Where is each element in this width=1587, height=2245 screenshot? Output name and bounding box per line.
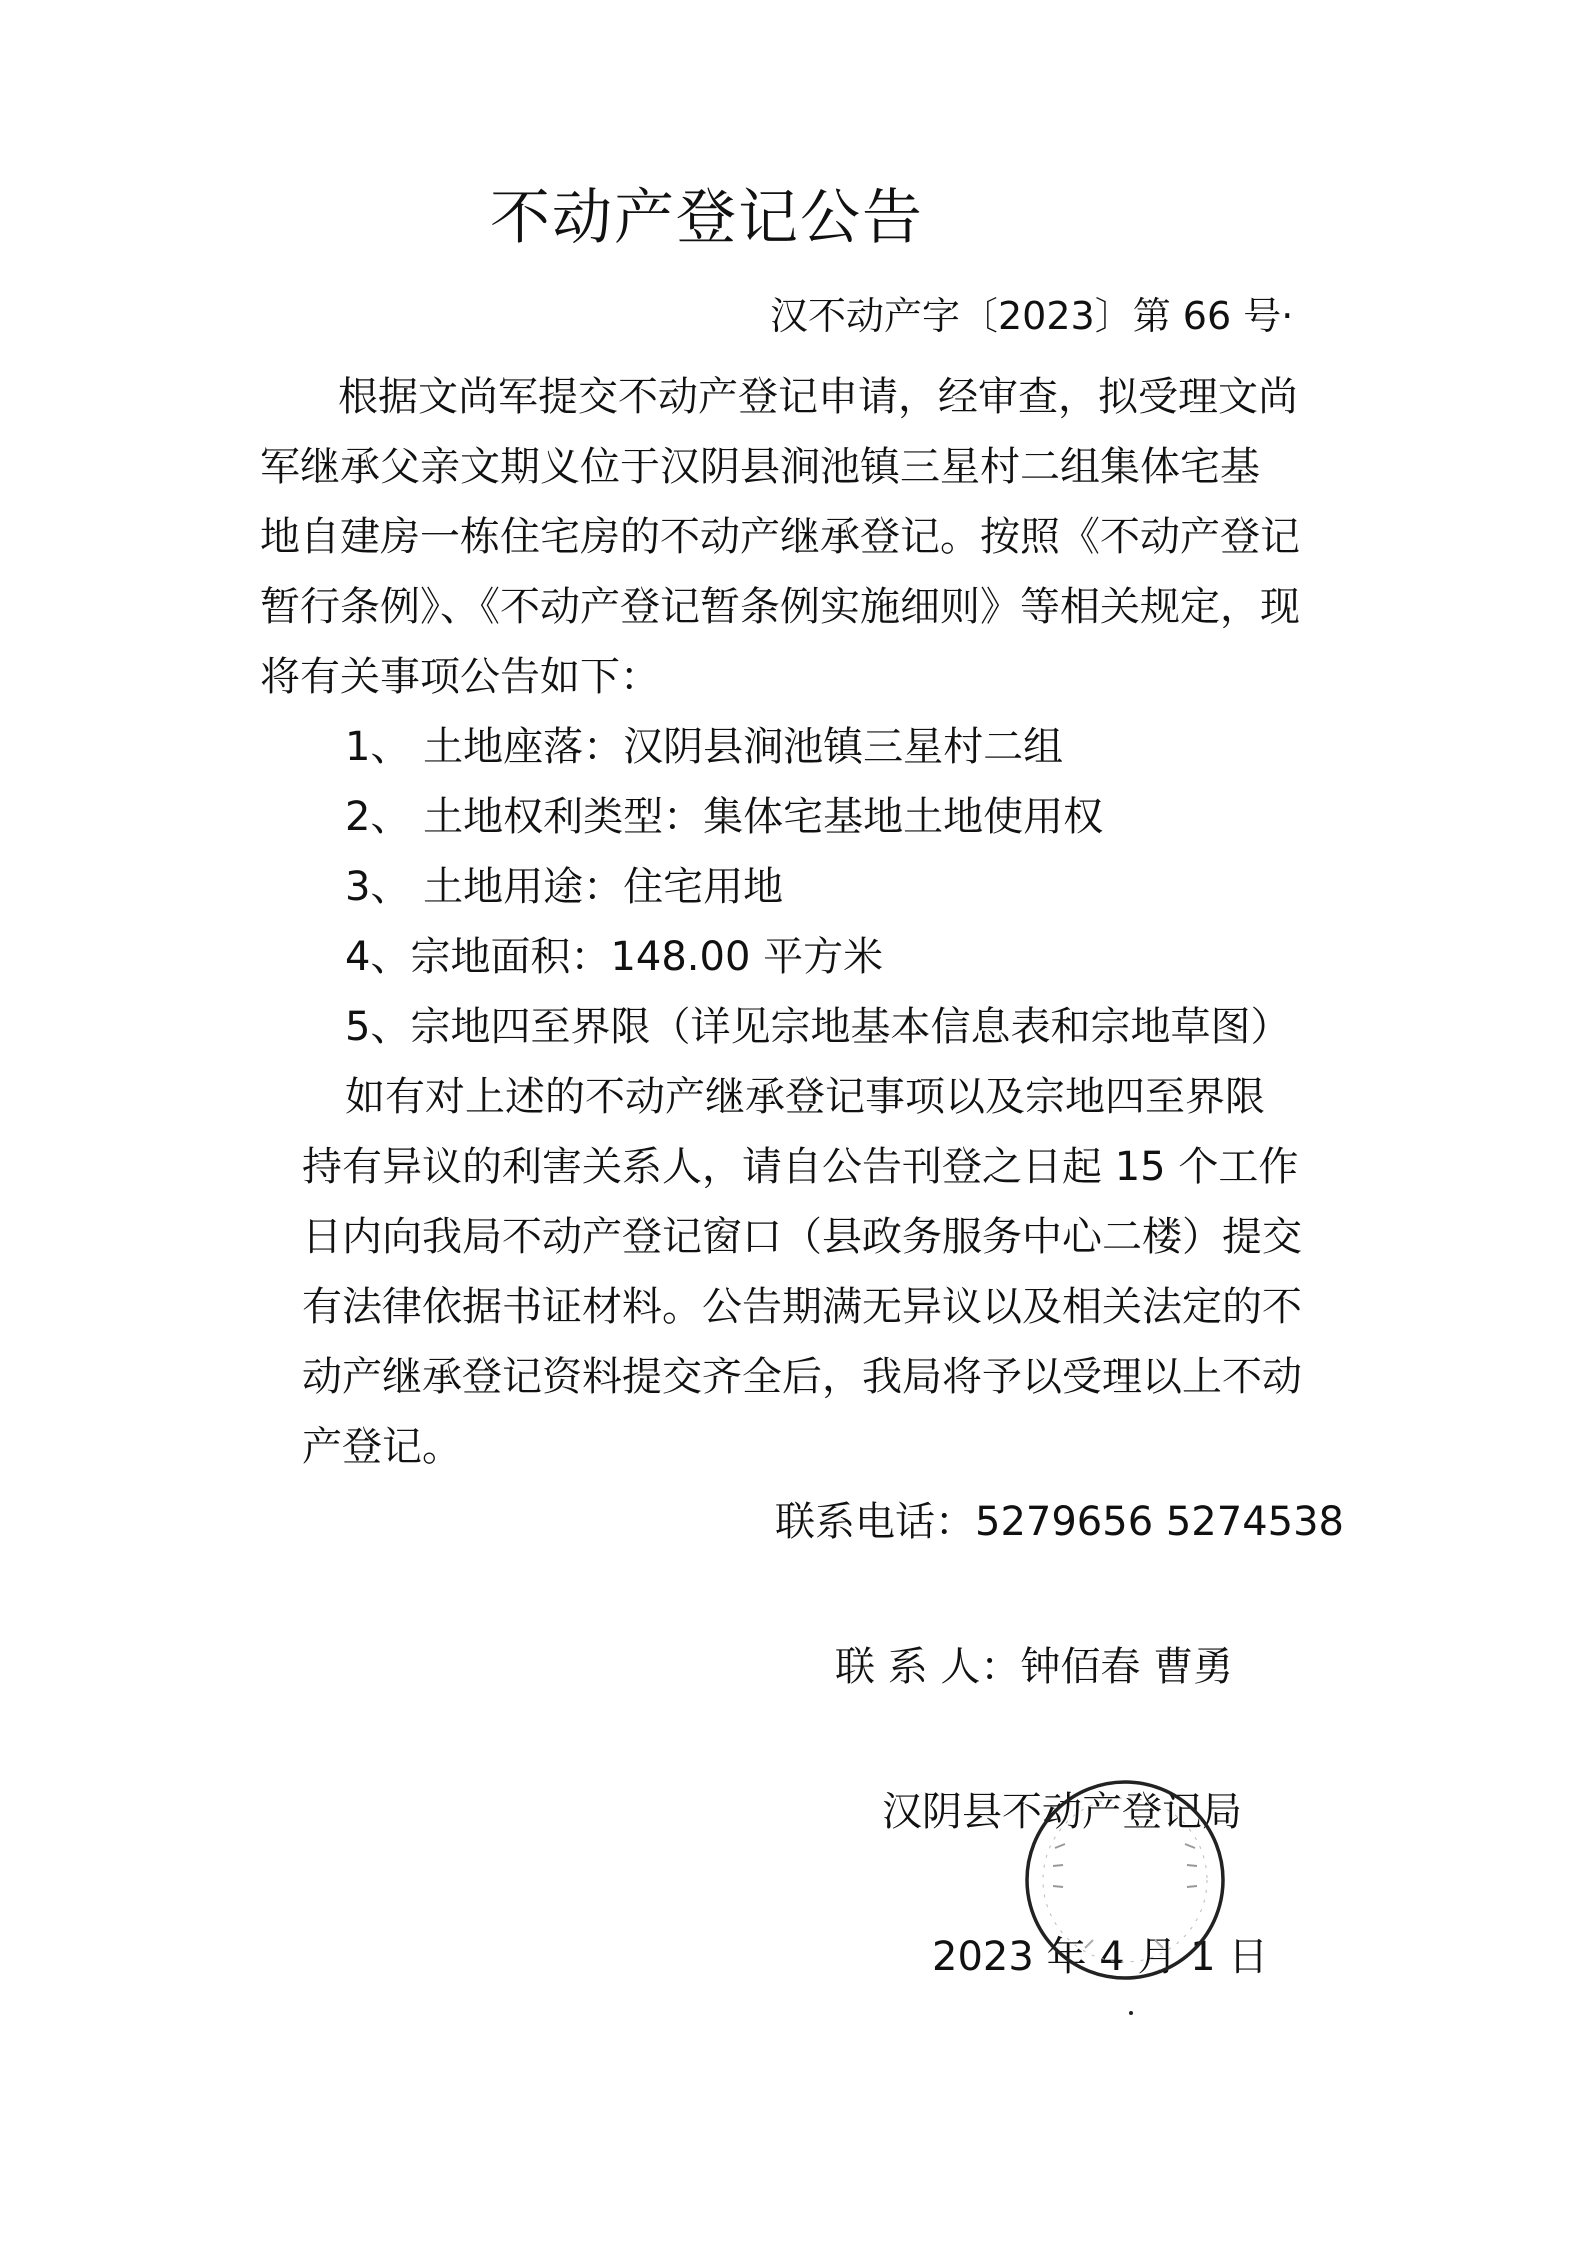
notice-item: 2、 土地权利类型：集体宅基地土地使用权 xyxy=(345,794,1104,840)
intro-line: 将有关事项公告如下： xyxy=(260,654,660,700)
notice-item: 1、 土地座落：汉阴县涧池镇三星村二组 xyxy=(345,724,1064,770)
notice-date: 2023 年 4 月 1 日 xyxy=(932,1934,1269,1980)
contact-person: 联 系 人：钟佰春 曹勇 xyxy=(835,1644,1234,1690)
notice-title: 不动产登记公告 xyxy=(490,183,924,253)
issuer-name: 汉阴县不动产登记局 xyxy=(882,1789,1242,1835)
notice-item: 3、 土地用途：住宅用地 xyxy=(345,864,784,910)
intro-line: 地自建房一栋住宅房的不动产继承登记。按照《不动产登记 xyxy=(260,514,1300,560)
contact-phone: 联系电话：5279656 5274538 xyxy=(775,1499,1345,1545)
official-seal-icon xyxy=(1015,1770,1235,1990)
objection-line: 动产继承登记资料提交齐全后，我局将予以受理以上不动 xyxy=(302,1354,1302,1400)
objection-line: 日内向我局不动产登记窗口（县政务服务中心二楼）提交 xyxy=(302,1214,1302,1260)
intro-line: 军继承父亲文期义位于汉阴县涧池镇三星村二组集体宅基 xyxy=(260,444,1260,490)
objection-line: 如有对上述的不动产继承登记事项以及宗地四至界限 xyxy=(345,1074,1265,1120)
speck-mark xyxy=(1128,2010,1134,2016)
document-number: 汉不动产字〔2023〕第 66 号· xyxy=(770,294,1294,338)
notice-item: 4、宗地面积：148.00 平方米 xyxy=(345,934,884,980)
intro-line: 根据文尚军提交不动产登记申请，经审查，拟受理文尚 xyxy=(338,374,1298,420)
objection-line: 产登记。 xyxy=(302,1424,462,1470)
notice-item: 5、宗地四至界限（详见宗地基本信息表和宗地草图） xyxy=(345,1004,1291,1050)
objection-line: 有法律依据书证材料。公告期满无异议以及相关法定的不 xyxy=(302,1284,1302,1330)
objection-line: 持有异议的利害关系人，请自公告刊登之日起 15 个工作 xyxy=(302,1144,1299,1190)
intro-line: 暂行条例》、《不动产登记暂条例实施细则》等相关规定，现 xyxy=(260,584,1300,630)
